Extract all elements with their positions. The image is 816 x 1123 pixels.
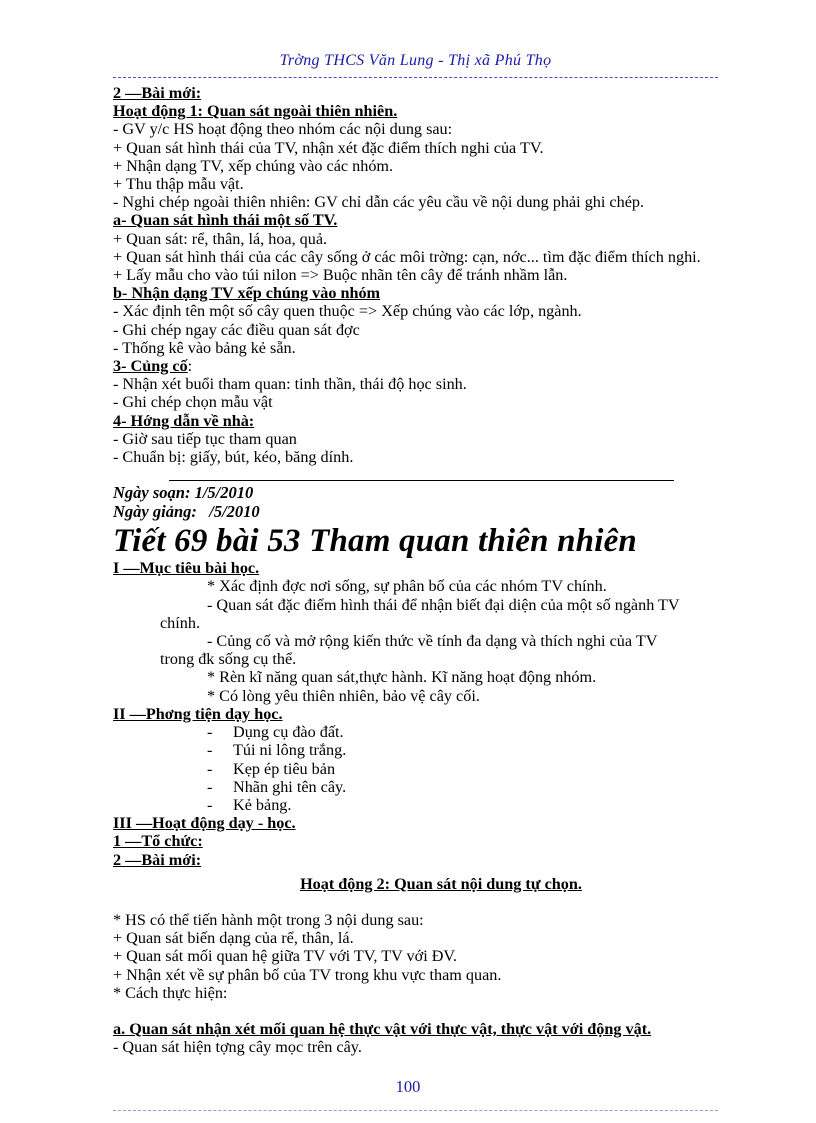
- text-line: - Quan sát hiện tợng cây mọc trên cây.: [113, 1038, 362, 1057]
- subsection-heading: b- Nhận dạng TV xếp chúng vào nhóm: [113, 284, 381, 303]
- section-heading: 4- Hớng dẫn về nhà:: [113, 411, 255, 430]
- section-heading: 1 —Tổ chức:: [113, 832, 203, 851]
- date-value: /5/2010: [209, 502, 260, 522]
- text-line: * HS có thể tiến hành một trong 3 nội dung sau:: [113, 910, 424, 929]
- text-line: * Xác định đợc nơi sống, sự phân bố của các nhóm TV chính.: [207, 577, 607, 596]
- footer-rule: [113, 1110, 718, 1111]
- list-item: - Nhãn ghi tên cây.: [207, 777, 347, 796]
- section-heading: 3- Củng cố: [113, 357, 188, 376]
- text-line: - Ghi chép ngay các điều quan sát đợc: [113, 320, 360, 339]
- text-line: + Quan sát hình thái của TV, nhận xét đặc điểm thích nghi của TV.: [113, 138, 544, 157]
- text-line: - Quan sát đặc điểm hình thái để nhận biết đại diện của một số ngành TV: [207, 595, 680, 614]
- text-line: + Nhận xét về sự phân bố của TV trong khu vực tham quan.: [113, 965, 502, 984]
- section-divider: [169, 480, 674, 481]
- list-item: - Dụng cụ đào đất.: [207, 723, 344, 742]
- text-line: + Quan sát mối quan hệ giữa TV với TV, TV với ĐV.: [113, 947, 458, 966]
- section-heading: III —Hoạt động dạy - học.: [113, 814, 296, 833]
- date-label: Ngày soạn:: [113, 483, 191, 503]
- list-item: - Kẹp ép tiêu bản: [207, 759, 336, 778]
- text-line: chính.: [160, 613, 201, 632]
- section-heading: 2 —Bài mới:: [113, 84, 202, 102]
- text-line: * Có lòng yêu thiên nhiên, bảo vệ cây cối.: [207, 686, 480, 705]
- text-line: - Thống kê vào bảng kẻ sẵn.: [113, 338, 296, 357]
- activity-heading: Hoạt động 1: Quan sát ngoài thiên nhiên.: [113, 102, 398, 121]
- page-number: 100: [395, 1077, 421, 1096]
- lesson-title: Tiết 69 bài 53 Tham quan thiên nhiên: [113, 523, 637, 560]
- text-line: * Rèn kĩ năng quan sát,thực hành. Kĩ năng hoạt động nhóm.: [207, 668, 597, 687]
- subsection-heading: a- Quan sát hình thái một số TV.: [113, 211, 338, 230]
- text-line: - Chuẩn bị: giấy, bút, kéo, băng dính.: [113, 448, 354, 467]
- list-item: - Kẻ bảng.: [207, 795, 292, 814]
- text-line: - Xác định tên một số cây quen thuộc => Xếp chúng vào các lớp, ngành.: [113, 302, 582, 321]
- header-rule: [113, 77, 718, 78]
- text-line: + Lấy mẫu cho vào túi nilon => Buộc nhãn tên cây để tránh nhầm lẫn.: [113, 266, 568, 285]
- date-prepared: [113, 483, 769, 502]
- text-line: + Thu thập mẫu vật.: [113, 175, 244, 194]
- text-line: - Củng cố và mở rộng kiến thức về tính đa dạng và thích nghi của TV: [207, 632, 658, 651]
- activity-heading: Hoạt động 2: Quan sát nội dung tự chọn.: [300, 874, 582, 893]
- colon: :: [187, 357, 193, 376]
- text-line: + Quan sát biến dạng của rể, thân, lá.: [113, 929, 354, 948]
- text-line: - Nghi chép ngoài thiên nhiên: GV chỉ dẫn các yêu cầu về nội dung phải ghi chép.: [113, 193, 645, 212]
- page-header: Trờng THCS Văn Lung - Thị xã Phú Thọ: [279, 52, 552, 69]
- text-line: - Giờ sau tiếp tục tham quan: [113, 429, 297, 448]
- text-paragraph: + Quan sát hình thái của các cây sống ở các môi trờng: cạn, nớc... tìm đặc điểm thích nghi.: [113, 247, 701, 266]
- text-line: + Quan sát: rể, thân, lá, hoa, quả.: [113, 229, 328, 248]
- document-body: [113, 84, 769, 1056]
- section-heading: II —Phơng tiện dạy học.: [113, 704, 283, 723]
- section-heading: 2 —Bài mới:: [113, 850, 202, 869]
- date-taught: [113, 502, 769, 521]
- date-label: Ngày giảng:: [113, 502, 197, 522]
- consolidation-heading-line: [113, 357, 769, 375]
- date-value: 1/5/2010: [194, 483, 254, 503]
- text-line: + Nhận dạng TV, xếp chúng vào các nhóm.: [113, 156, 394, 175]
- text-line: trong đk sống cụ thể.: [160, 650, 297, 669]
- text-line: - GV y/c HS hoạt động theo nhóm các nội dung sau:: [113, 120, 453, 139]
- list-item: - Túi ni lông trắng.: [207, 741, 347, 760]
- text-line: - Nhận xét buổi tham quan: tinh thần, thái độ học sinh.: [113, 375, 467, 394]
- section-heading: I —Mục tiêu bài học.: [113, 559, 260, 578]
- text-line: - Ghi chép chọn mẫu vật: [113, 393, 273, 412]
- subsection-heading: a. Quan sát nhận xét mối quan hệ thực vật với thực vật, thực vật với động vật.: [113, 1019, 652, 1038]
- text-line: * Cách thực hiện:: [113, 983, 228, 1002]
